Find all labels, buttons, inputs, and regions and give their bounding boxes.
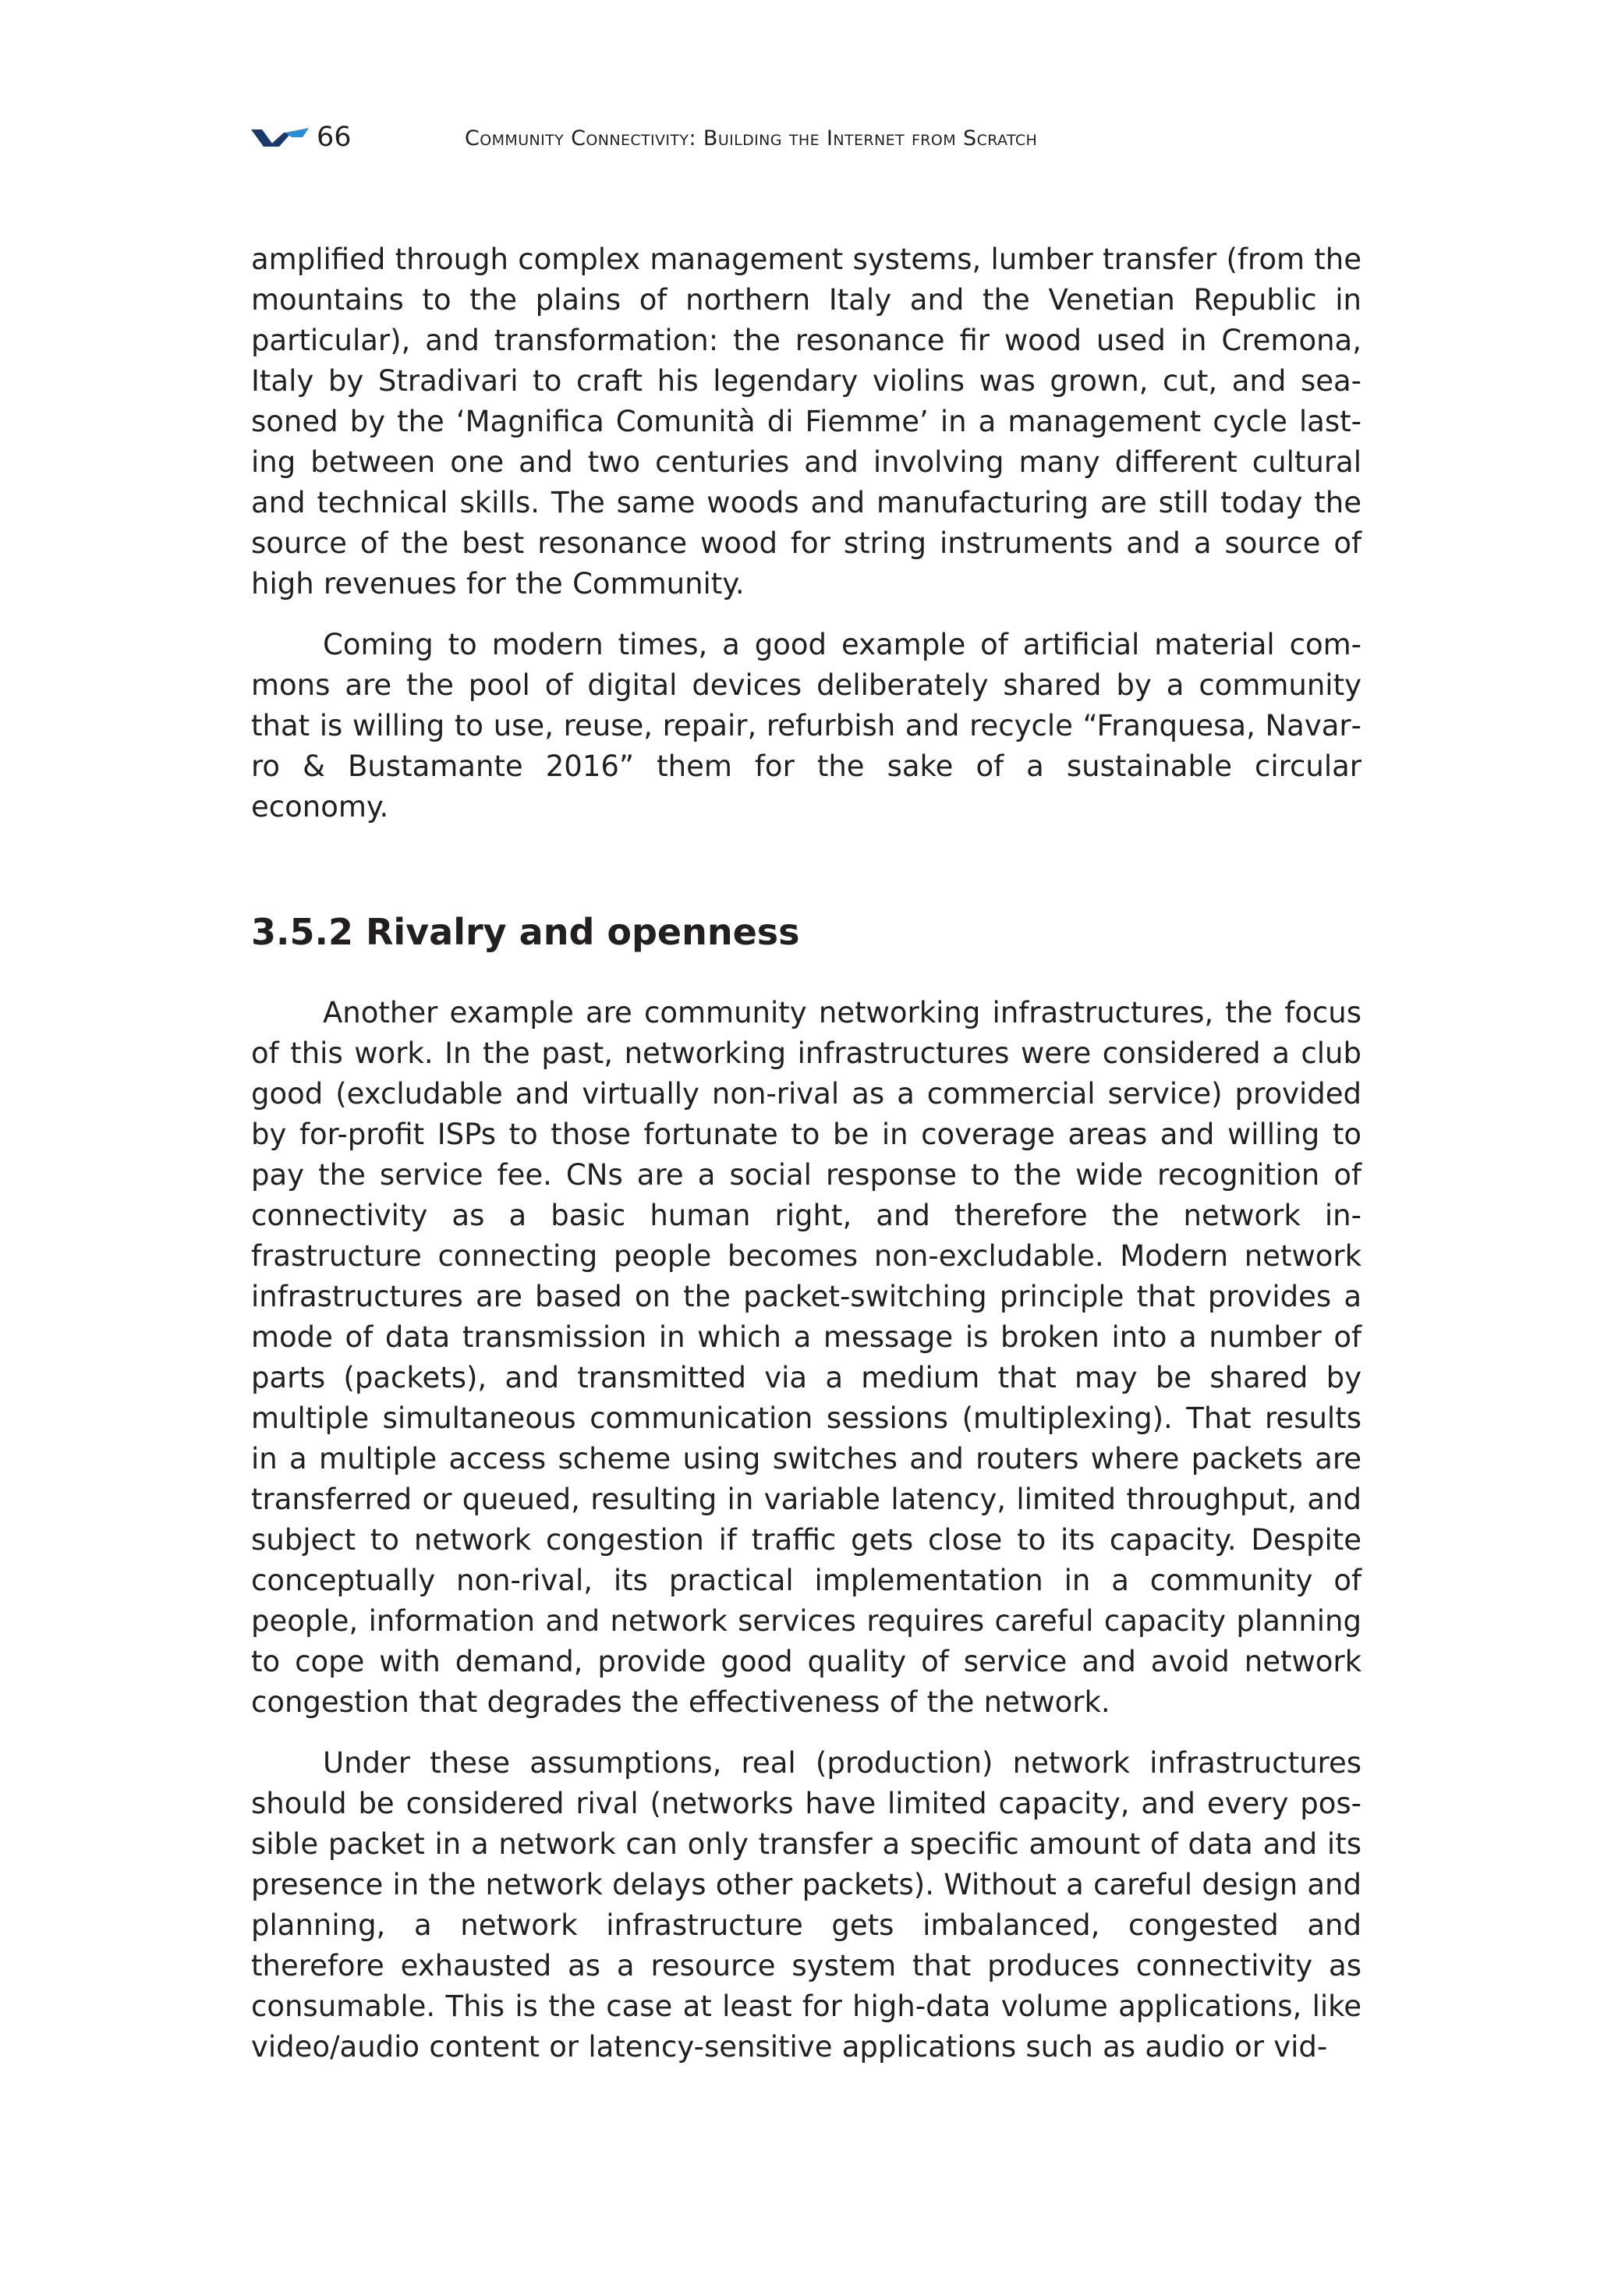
body-paragraph: Under these assumptions, real (production) network infrastructures should be considered rival (networks have limited capacity, and every possible packet in a network can only transfer a specific amount of data and its presence in the network delays other packets). Without a careful design and planning, a network infrastructure gets imbalanced, congested and therefore exhausted as a resource system that produces connectivity as consumable. This is the case at least for high-data volume applications, like video/audio content or latency-sensitive applications such as audio or vid- [251,1746,1362,2064]
body-paragraph: amplified through complex management systems, lumber transfer (from the mountains to the plains of northern Italy and the Venetian Republic in particular), and transformation: the resonance fir wood used in Cremona, Italy by Stradivari to craft his legendary violins was grown, cut, and seasoned by the ‘Magnifica Comunità di Fiemme’ in a management cycle lasting between one and two centuries and involving many different cultural and technical skills. The same woods and manufacturing are still today the source of the best resonance wood for string instruments and a source of high revenues for the Community. [251,243,1362,601]
page-body [251,239,1362,2067]
body-paragraph: Coming to modern times, a good example of artificial material commons are the pool of digital devices deliberately shared by a community that is willing to use, reuse, repair, refurbish and recycle “Franquesa, Navarro & Bustamante 2016” them for the sake of a sustainable circular economy. [251,628,1362,824]
section-heading: 3.5.2 Rivalry and openness [251,911,800,953]
running-title: Community Connectivity: Building the Internet from Scratch [465,126,1038,151]
publisher-logo-icon [251,126,309,150]
body-paragraph: Another example are community networking infrastructures, the focus of this work. In the past, networking infrastructures were considered a club good (excludable and virtually non-rival as a commercial service) provided by for-profit ISPs to those fortunate to be in coverage areas and willing to pay the service fee. CNs are a social response to the wide recognition of connectivity as a basic human right, and therefore the network infrastructure connecting people becomes non-excludable. Modern network infrastructures are based on the packet-switching principle that provides a mode of data transmission in which a message is broken into a number of parts (packets), and transmitted via a medium that may be shared by multiple simultaneous communication sessions (multiplexing). That results in a multiple access scheme using switches and routers where packets are transferred or queued, resulting in variable latency, limited throughput, and subject to network congestion if traffic gets close to its capacity. Despite conceptually non-rival, its practical implementation in a community of people, information and network services requires careful capacity planning to cope with demand, provide good quality of service and avoid network congestion that degrades the effectiveness of the network. [251,996,1362,1719]
page-header [251,119,1358,156]
page-number: 66 [317,122,352,153]
